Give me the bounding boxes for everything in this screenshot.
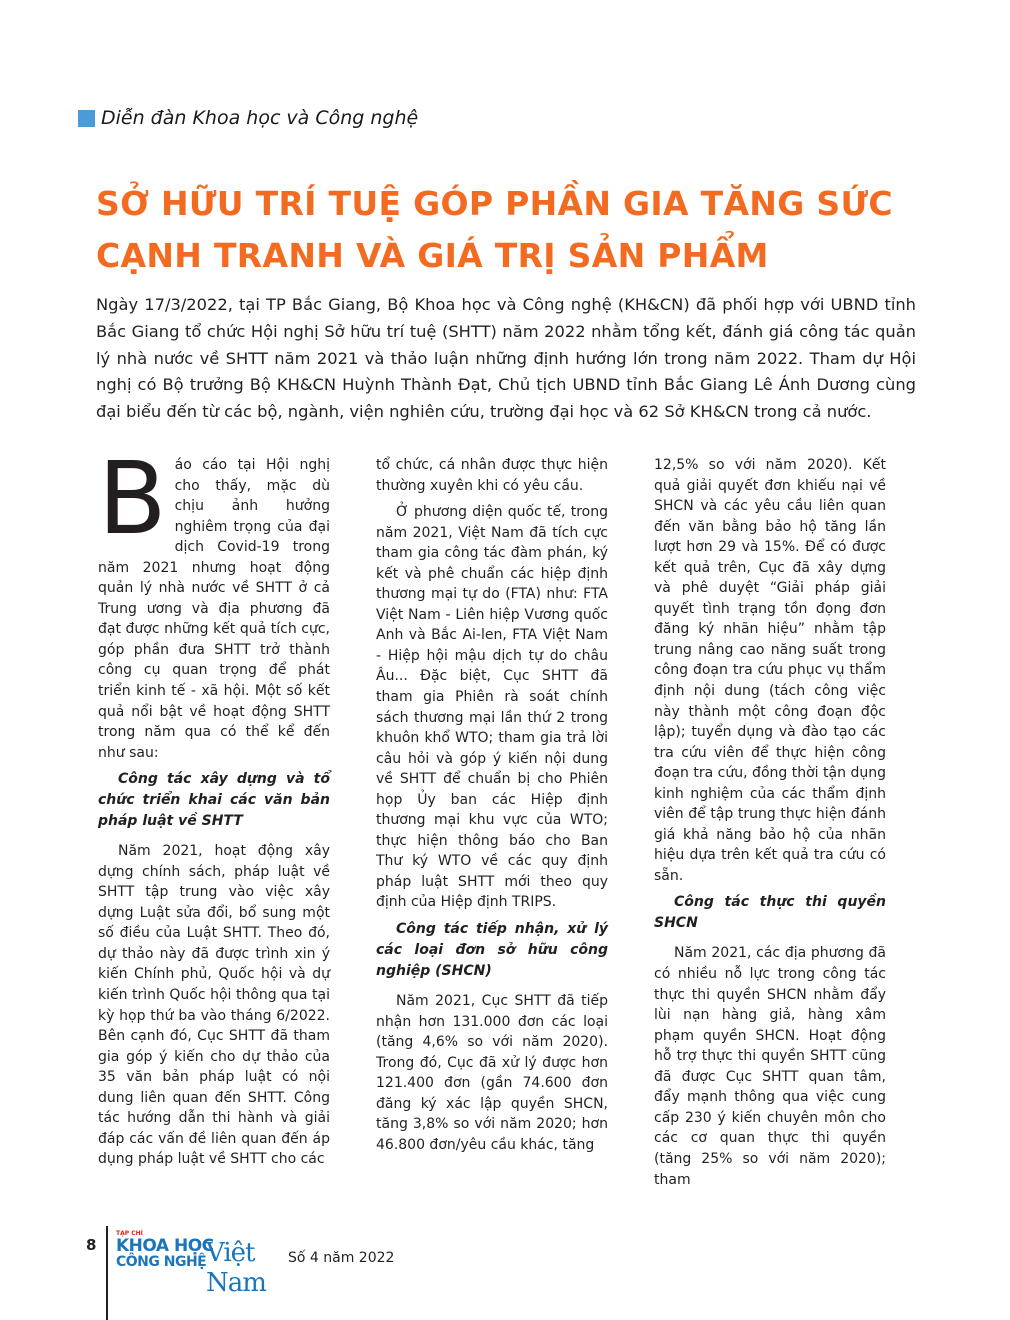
article-title: SỞ HỮU TRÍ TUỆ GÓP PHẦN GIA TĂNG SỨC CẠNH TRANH VÀ GIÁ TRỊ SẢN PHẨM xyxy=(96,184,893,275)
magazine-logo xyxy=(114,1230,274,1298)
paragraph-results: 12,5% so với năm 2020). Kết quả giải quyết đơn khiếu nại về SHCN và các yêu cầu liên quan đến văn bằng bảo hộ tăng lần lượt hơn 29 và 15%. Để có được kết quả trên, Cục đã xây dựng và phê duyệt “Giải pháp giải quyết tình trạng tồn đọng đơn đăng ký nhãn hiệu” nhằm tập trung nâng cao năng suất trong công đoạn tra cứu phục vụ thẩm định nội dung (tách công việc này thành một công đoạn độc lập); tuyển dụng và đào tạo các tra cứu viên để thực hiện công đoạn tra cứu, đồng thời tận dụng kinh nghiệm của các thẩm định viên để tập trung thực hiện đánh giá khả năng bảo hộ của nhãn hiệu dựa trên kết quả tra cứu có sẵn. xyxy=(654,457,886,884)
dropcap: B xyxy=(98,440,167,557)
column-1 xyxy=(98,440,330,1176)
page-number: 8 xyxy=(86,1236,97,1254)
section-square-icon xyxy=(78,110,95,127)
paragraph-enforcement: Năm 2021, các địa phương đã có nhiều nỗ lực trong công tác thực thi quyền SHCN nhằm đẩy lùi nạn hàng giả, hàng xâm phạm quyền SHCN. Hoạt động hỗ trợ thực thi quyền SHTT cũng đã được Cục SHTT quan tâm, đẩy mạnh thông qua việc cung cấp 230 ý kiến chuyên môn cho các cơ quan thực thi quyền (tăng 25% so với năm 2020); tham xyxy=(654,945,886,1188)
paragraph-intro: Báo cáo tại Hội nghị cho thấy, mặc dù chịu ảnh hưởng nghiêm trọng của đại dịch Covid-19 trong năm 2021 nhưng hoạt động quản lý nhà nước về SHTT ở cả Trung ương và địa phương đã đạt được những kết quả tích cực, góp phần đưa SHTT trở thành công cụ quan trọng để phát triển kinh tế - xã hội. Một số kết quả nổi bật về hoạt động SHTT trong năm qua có thể kể đến như sau: xyxy=(98,440,330,761)
footer-rule xyxy=(106,1226,108,1320)
column-3 xyxy=(654,455,886,1196)
paragraph-legal: Năm 2021, hoạt động xây dựng chính sách, pháp luật về SHTT tập trung vào việc xây dựng Luật sửa đổi, bổ sung một số điều của Luật SHTT. Theo đó, dự thảo này đã được trình xin ý kiến Chính phủ, Quốc hội và dự kiến trình Quốc hội thông qua tại kỳ họp thứ ba vào tháng 6/2022. Bên cạnh đó, Cục SHTT đã tham gia góp ý kiến cho dự thảo của 35 văn bản pháp luật có nội dung liên quan đến SHTT. Công tác hướng dẫn thi hành và giải đáp các vấn đề liên quan đến áp dụng pháp luật về SHTT cho các xyxy=(98,843,330,1168)
subheading-enforcement: Công tác thực thi quyền SHCN xyxy=(654,894,886,932)
logo-vietnam: Việt Nam xyxy=(206,1238,266,1298)
logo-line-2: CÔNG NGHỆ xyxy=(116,1254,207,1270)
section-header xyxy=(78,107,418,129)
article-lead: Ngày 17/3/2022, tại TP Bắc Giang, Bộ Khoa học và Công nghệ (KH&CN) đã phối hợp với UBND tỉnh Bắc Giang tổ chức Hội nghị Sở hữu trí tuệ (SHTT) năm 2022 nhằm tổng kết, đánh giá công tác quản lý nhà nước về SHTT năm 2021 và thảo luận những định hướng lớn trong năm 2022. Tham dự Hội nghị có Bộ trưởng Bộ KH&CN Huỳnh Thành Đạt, Chủ tịch UBND tỉnh Bắc Giang Lê Ánh Dương cùng đại biểu đến từ các bộ, ngành, viện nghiên cứu, trường đại học và 62 Sở KH&CN trong cả nước. xyxy=(96,295,916,422)
subheading-legal: Công tác xây dựng và tổ chức triển khai các văn bản pháp luật về SHTT xyxy=(98,771,330,830)
column-2 xyxy=(376,455,608,1161)
paragraph-international: Ở phương diện quốc tế, trong năm 2021, Việt Nam đã tích cực tham gia công tác đàm phán, ký kết và phê chuẩn các hiệp định thương mại tự do (FTA) như: FTA Việt Nam - Liên hiệp Vương quốc Anh và Bắc Ai-len, FTA Việt Nam - Hiệp hội mậu dịch tự do châu Âu... Đặc biệt, Cục SHTT đã tham gia Phiên rà soát chính sách thương mại lần thứ 2 trong khuôn khổ WTO; tham gia trả lời câu hỏi và góp ý kiến nội dung về SHTT để chuẩn bị cho Phiên họp Ủy ban các Hiệp định thương mại khu vực của WTO; thực hiện thông báo cho Ban Thư ký WTO về các quy định pháp luật SHTT mới theo quy định của Hiệp định TRIPS. xyxy=(376,504,608,911)
section-label: Diễn đàn Khoa học và Công nghệ xyxy=(101,107,419,129)
subheading-applications: Công tác tiếp nhận, xử lý các loại đơn sở hữu công nghiệp (SHCN) xyxy=(376,921,608,980)
logo-line-1: KHOA HỌC xyxy=(116,1236,214,1256)
issue-label: Số 4 năm 2022 xyxy=(288,1250,395,1266)
logo-small-label: TẠP CHÍ xyxy=(116,1230,143,1237)
paragraph-applications: Năm 2021, Cục SHTT đã tiếp nhận hơn 131.000 đơn các loại (tăng 4,6% so với năm 2020). Trong đó, Cục đã xử lý được hơn 121.400 đơn (gần 74.600 đơn đăng ký xác lập quyền SHCN, tăng 3,8% so với năm 2020; hơn 46.800 đơn/yêu cầu khác, tăng xyxy=(376,993,608,1153)
paragraph-continued: tổ chức, cá nhân được thực hiện thường xuyên khi có yêu cầu. xyxy=(376,457,608,494)
